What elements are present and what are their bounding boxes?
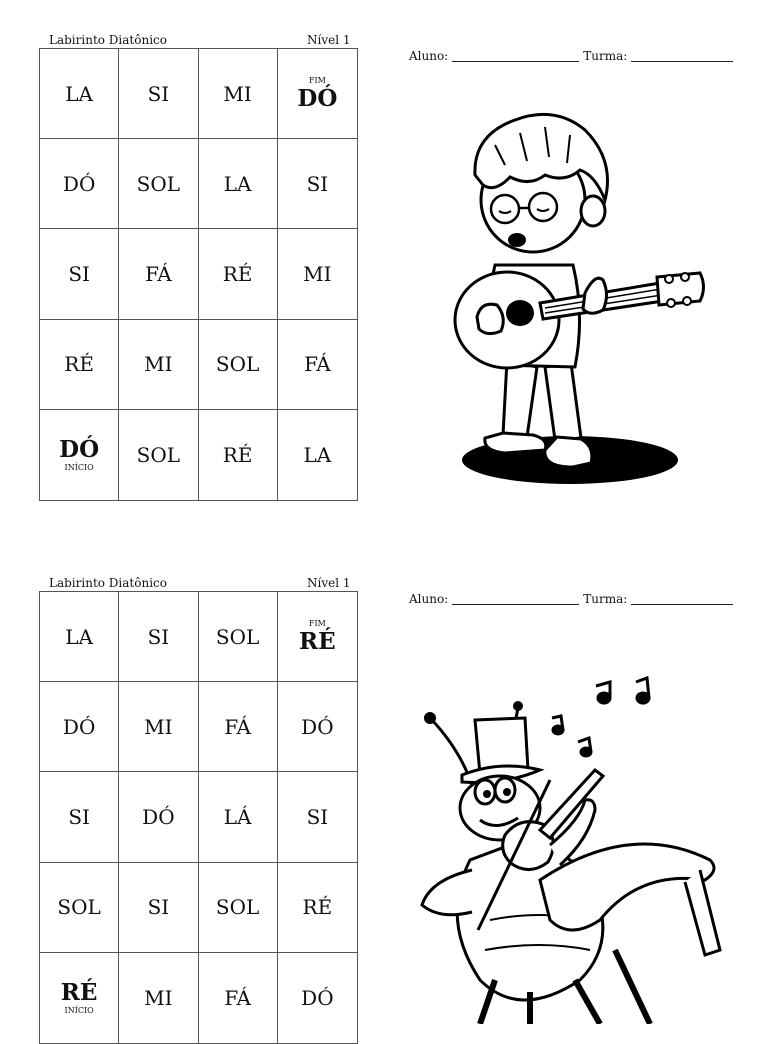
student-label: Aluno:: [409, 49, 449, 63]
maze-cell[interactable]: [278, 410, 357, 500]
note-name: FÁ: [224, 985, 251, 1010]
note-name: MI: [223, 81, 252, 106]
end-label: FIM: [308, 618, 326, 628]
note-name: LA: [65, 81, 93, 106]
worksheet-level: Nível 1: [307, 576, 351, 590]
student-name-line[interactable]: [452, 60, 579, 62]
note-name: RÉ: [222, 261, 253, 286]
maze-cell[interactable]: [199, 139, 278, 229]
note-name: RÉ: [299, 627, 336, 655]
note-name: DÓ: [62, 714, 96, 739]
maze-cell[interactable]: [278, 682, 357, 772]
note-name: RÉ: [222, 442, 253, 467]
maze-cell[interactable]: [278, 772, 357, 862]
note-name: SI: [147, 895, 170, 920]
maze-cell[interactable]: [40, 49, 119, 139]
note-name: SOL: [215, 352, 260, 377]
maze-cell[interactable]: [199, 863, 278, 953]
maze-cell[interactable]: [119, 592, 198, 682]
maze-cell[interactable]: [278, 863, 357, 953]
note-name: FÁ: [304, 352, 331, 377]
student-label: Aluno:: [409, 592, 449, 606]
maze-cell[interactable]: [40, 410, 119, 500]
note-name: RÉ: [64, 352, 94, 377]
maze-cell[interactable]: [199, 772, 278, 862]
worksheet-level: Nível 1: [307, 33, 351, 47]
maze-cell[interactable]: [278, 592, 357, 682]
worksheet-title: Labirinto Diatônico: [49, 33, 167, 47]
maze-cell[interactable]: [199, 592, 278, 682]
cricket-violin-illustration: [400, 620, 740, 1024]
maze-cell[interactable]: [119, 49, 198, 139]
note-name: MI: [144, 714, 173, 739]
maze-cell[interactable]: [119, 229, 198, 319]
note-name: SI: [147, 624, 170, 649]
maze-cell[interactable]: [278, 953, 357, 1043]
note-name: MI: [144, 352, 173, 377]
note-name: DÓ: [301, 985, 334, 1010]
maze-cell[interactable]: [278, 49, 357, 139]
note-name: DÓ: [62, 171, 96, 196]
end-label: FIM: [308, 75, 326, 85]
class-line[interactable]: [631, 603, 733, 605]
maze-cell[interactable]: [119, 953, 198, 1043]
note-name: LÁ: [223, 804, 252, 829]
note-name: DÓ: [59, 435, 100, 463]
note-name: DÓ: [297, 84, 338, 112]
maze-cell[interactable]: [119, 410, 198, 500]
maze-cell[interactable]: [199, 229, 278, 319]
boy-guitar-illustration: [445, 105, 715, 495]
note-name: DÓ: [301, 714, 334, 739]
maze-cell[interactable]: [40, 953, 119, 1043]
start-label: INÍCIO: [64, 462, 94, 472]
maze-grid: [39, 591, 358, 1044]
note-name: SOL: [57, 895, 101, 920]
note-name: SOL: [215, 895, 260, 920]
maze-cell[interactable]: [199, 320, 278, 410]
student-info: [409, 592, 733, 606]
maze-cell[interactable]: [40, 592, 119, 682]
maze-cell[interactable]: [119, 863, 198, 953]
class-label: Turma:: [583, 49, 628, 63]
note-name: SI: [306, 171, 329, 196]
note-name: DÓ: [142, 804, 175, 829]
note-name: LA: [303, 442, 332, 467]
note-name: LA: [65, 624, 93, 649]
note-name: SOL: [136, 171, 181, 196]
maze-cell[interactable]: [40, 229, 119, 319]
maze-cell[interactable]: [278, 320, 357, 410]
maze-cell[interactable]: [40, 320, 119, 410]
note-name: MI: [144, 985, 173, 1010]
worksheet-title: Labirinto Diatônico: [49, 576, 167, 590]
maze-cell[interactable]: [119, 682, 198, 772]
maze-cell[interactable]: [40, 682, 119, 772]
maze-cell[interactable]: [199, 953, 278, 1043]
note-name: SI: [68, 261, 90, 286]
maze-cell[interactable]: [278, 229, 357, 319]
note-name: SI: [306, 804, 329, 829]
maze-cell[interactable]: [119, 320, 198, 410]
maze-cell[interactable]: [278, 139, 357, 229]
maze-cell[interactable]: [40, 863, 119, 953]
maze-cell[interactable]: [119, 772, 198, 862]
note-name: SOL: [136, 442, 181, 467]
student-info: [409, 49, 733, 63]
note-name: LA: [223, 171, 252, 196]
note-name: SI: [68, 804, 90, 829]
maze-cell[interactable]: [40, 139, 119, 229]
note-name: SOL: [215, 624, 260, 649]
class-line[interactable]: [631, 60, 733, 62]
start-label: INÍCIO: [64, 1005, 94, 1015]
note-name: FÁ: [145, 261, 172, 286]
maze-grid: [39, 48, 358, 501]
class-label: Turma:: [583, 592, 628, 606]
maze-cell[interactable]: [119, 139, 198, 229]
note-name: RÉ: [60, 978, 98, 1006]
note-name: MI: [303, 261, 332, 286]
maze-cell[interactable]: [199, 49, 278, 139]
maze-cell[interactable]: [199, 410, 278, 500]
note-name: RÉ: [302, 895, 333, 920]
student-name-line[interactable]: [452, 603, 579, 605]
maze-cell[interactable]: [199, 682, 278, 772]
maze-cell[interactable]: [40, 772, 119, 862]
music-notes-icon: [552, 678, 649, 756]
note-name: FÁ: [224, 714, 251, 739]
note-name: SI: [147, 81, 170, 106]
